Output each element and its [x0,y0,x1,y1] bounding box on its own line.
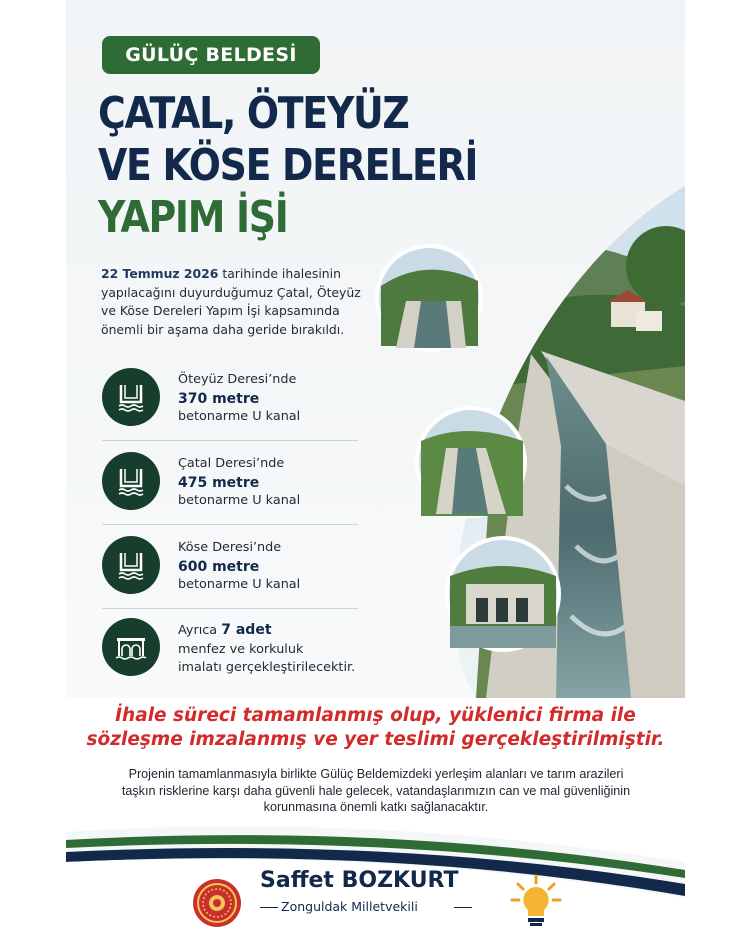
feature-item-kose [102,536,382,600]
title-line-1: ÇATAL, ÖTEYÜZ [98,88,409,139]
divider [102,440,358,441]
photo-circle-2 [415,406,527,518]
title-line-3: YAPIM İŞİ [98,192,288,243]
body-text [76,766,676,816]
item-value: 600 metre [178,558,260,575]
divider [102,608,358,609]
parliament-emblem-icon [192,878,242,928]
divider [260,907,278,908]
footer-name: Saffet BOZKURT [260,868,459,893]
item-prefix: Ayrıca [178,623,222,638]
feature-item-culvert [102,618,382,682]
title-line-2: VE KÖSE DERELERİ [98,140,478,191]
item-desc: betonarme U kanal [178,409,301,424]
body-line-3: korunmasına önemli katkı sağlanacaktır. [263,800,489,814]
item-title: Öteyüz Deresi’nde [178,372,297,387]
culvert-icon [102,618,160,676]
channel-icon [102,536,160,594]
item-desc: betonarme U kanal [178,493,301,508]
body-line-2: taşkın risklerine karşı daha güvenli hale gelecek, vatandaşlarımızın can ve mal güvenliğinin [121,783,631,798]
intro-line-4: önemli bir aşama daha geride bırakıldı. [101,321,345,337]
intro-line-2: yapılacağını duyurduğumuz Çatal, Öteyüz [101,284,361,300]
intro-line-3: ve Köse Dereleri Yapım İşi kapsamında [101,303,340,318]
canal-photo [366,186,685,698]
item-value: 475 metre [178,474,260,491]
item-value: 370 metre [178,390,260,407]
divider [454,907,472,908]
location-badge: GÜLÜÇ BELDESİ [102,36,320,74]
notice-line-1: İhale süreci tamamlanmış olup, yüklenici firma ile [115,705,636,726]
item-line-2: menfez ve korkuluk [178,641,304,657]
item-title: Köse Deresi’nde [178,540,282,555]
body-line-1: Projenin tamamlanmasıyla birlikte Gülüç Beldemizdeki yerleşim alanları ve tarım arazileri [128,767,624,781]
channel-icon [102,452,160,510]
item-title: Çatal Deresi’nde [178,456,285,471]
feature-item-catal [102,452,382,516]
item-value: 7 adet [221,622,272,638]
channel-icon [102,368,160,426]
footer-role: Zonguldak Milletvekili [281,899,418,914]
divider [102,524,358,525]
intro-text-1: tarihinde ihalesinin [218,266,341,281]
intro-date: 22 Temmuz 2026 [101,266,219,281]
poster [66,0,685,947]
feature-item-oteyuz [102,368,382,432]
notice-text [66,704,685,752]
item-desc: betonarme U kanal [178,577,301,592]
photo-circle-3 [445,536,561,652]
item-line-3: imalatı gerçekleştirilecektir. [178,660,356,675]
canal-illustration [366,186,685,698]
intro-text [101,265,401,339]
lightbulb-logo-icon [510,874,562,930]
notice-line-2: sözleşme imzalanmış ve yer teslimi gerçekleştirilmiştir. [86,729,665,750]
